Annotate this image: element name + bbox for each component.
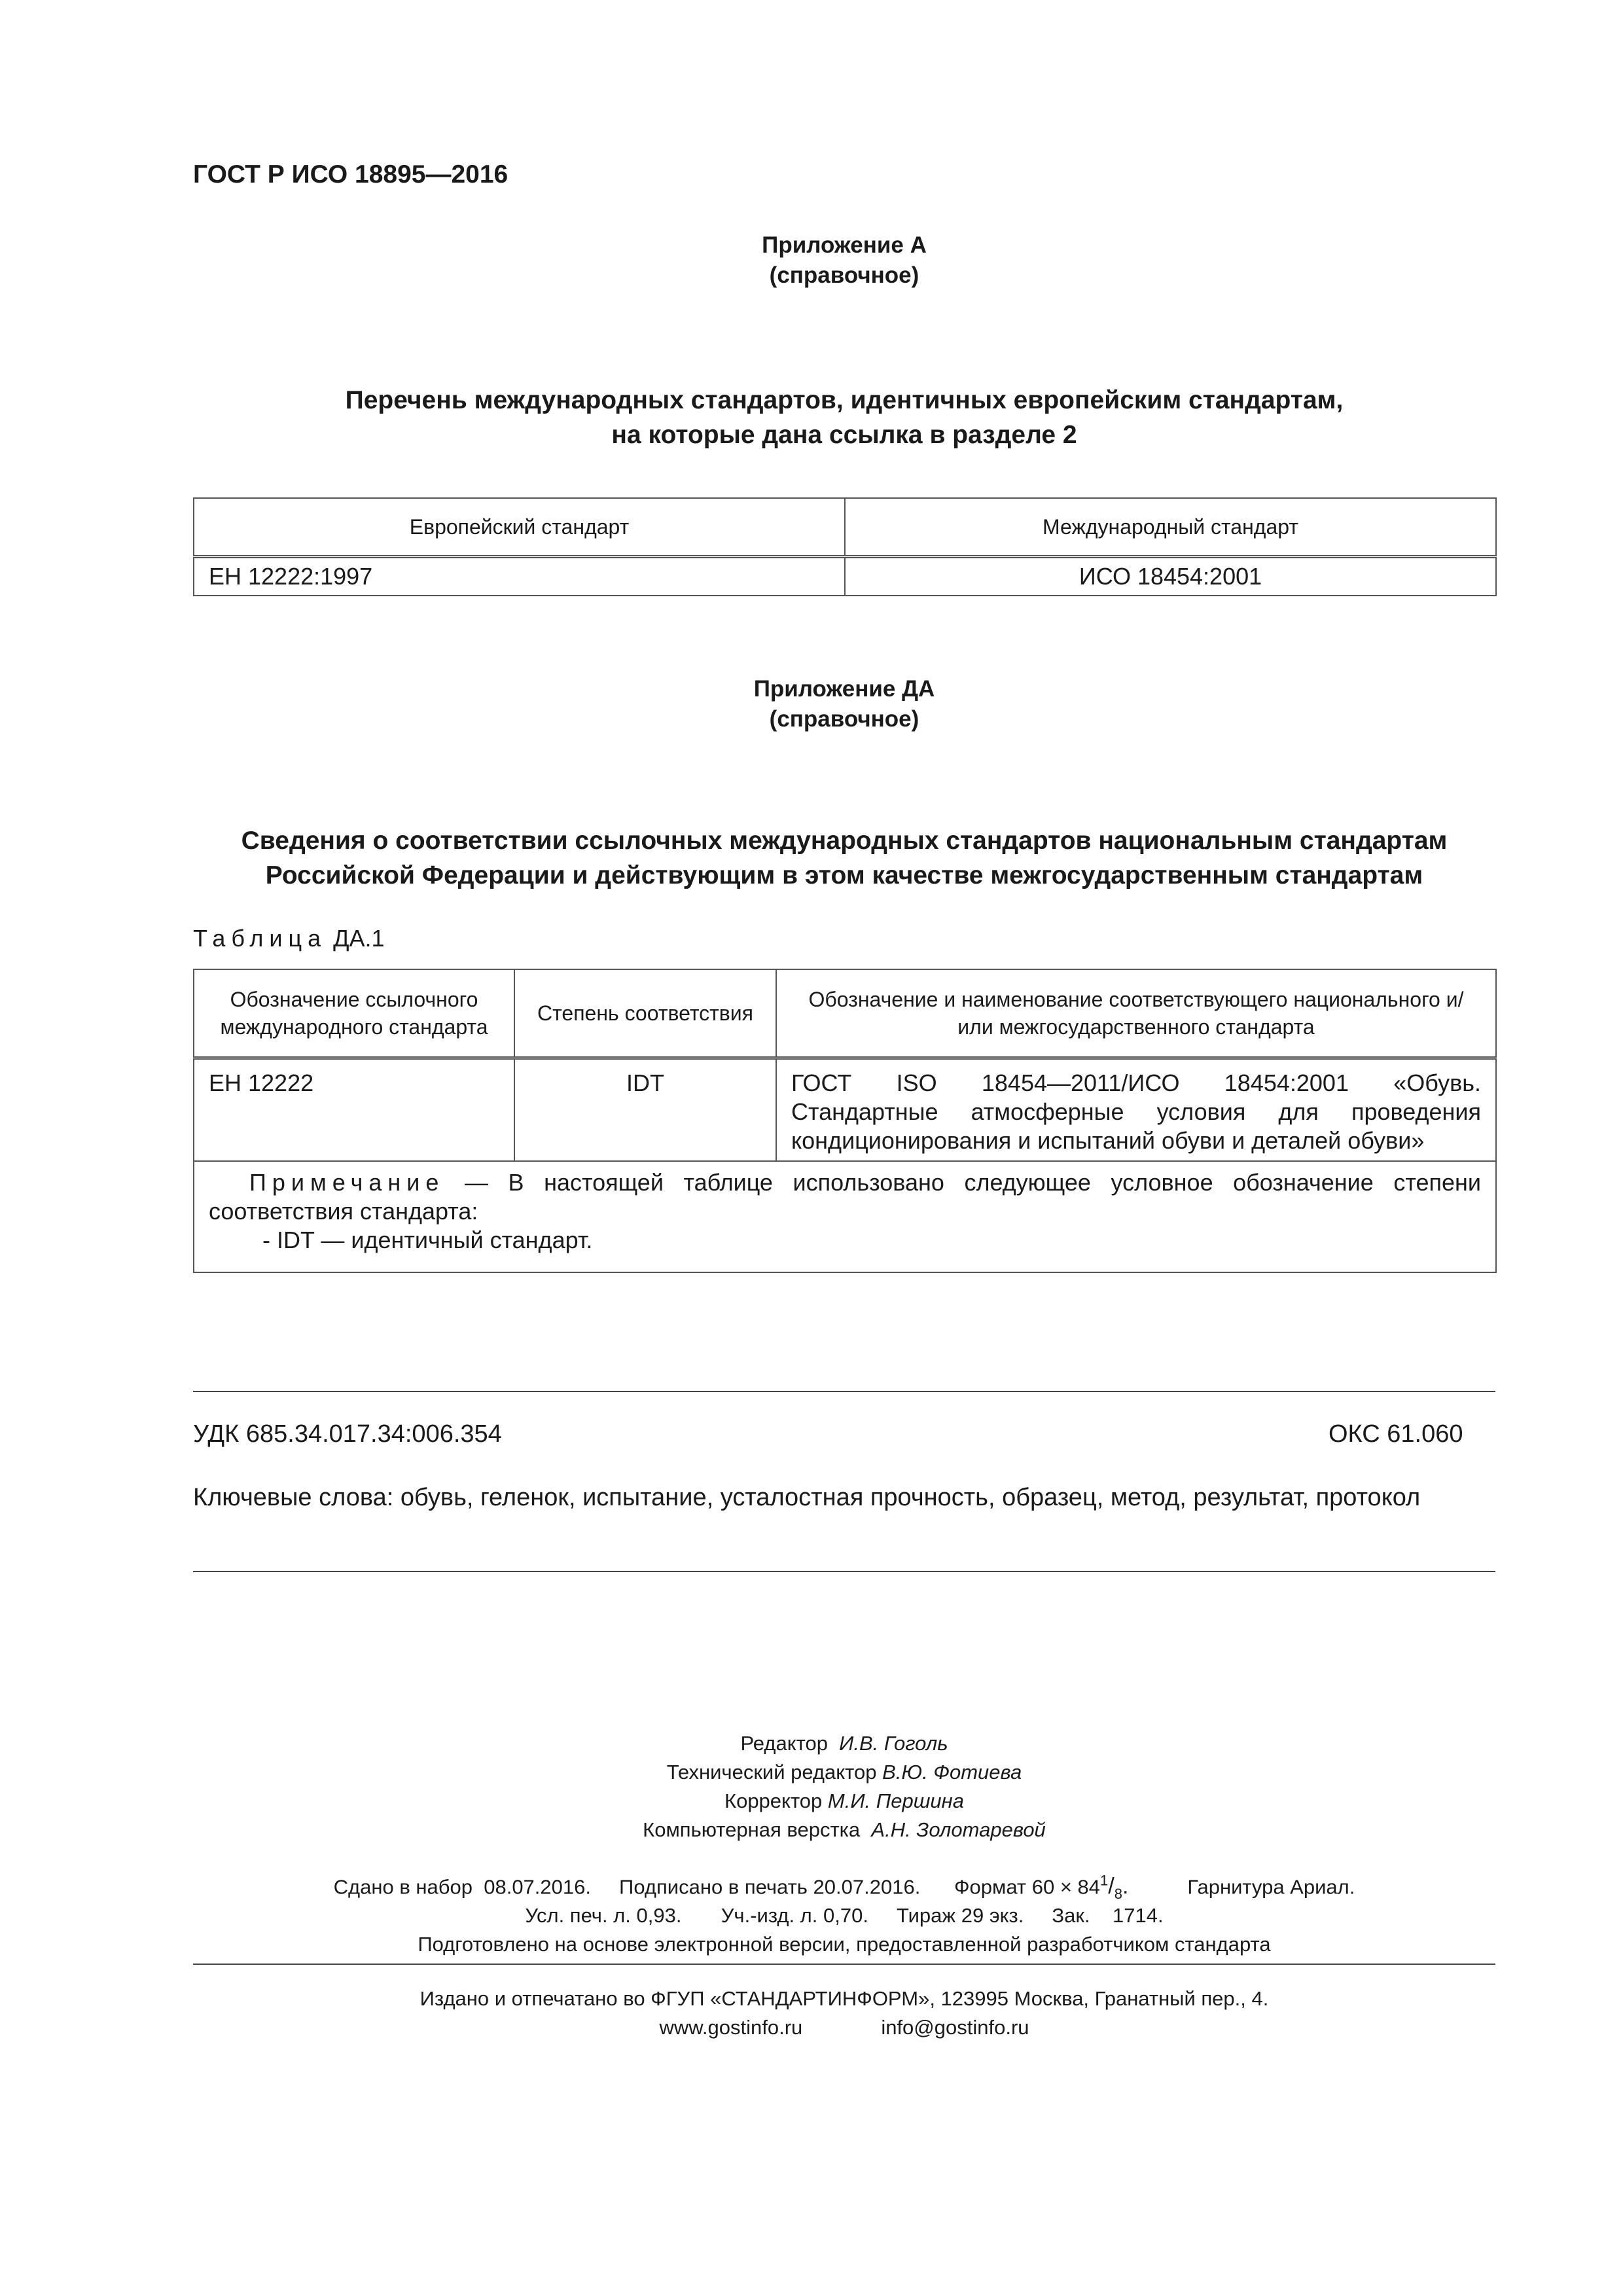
divider (193, 1391, 1495, 1392)
annex-a-heading (193, 383, 1495, 452)
annex-a-table (193, 497, 1497, 596)
annex-a-heading-line1: Перечень международных стандартов, идентичных европейским стандартам, (345, 386, 1344, 414)
annex-da-heading (193, 823, 1495, 893)
column-header: Европейский стандарт (194, 498, 845, 557)
column-header: Обозначение ссылочного международного стандарта (194, 969, 514, 1058)
imprint-contacts (193, 2013, 1495, 2042)
imprint-line1: Сдано в набор 08.07.2016. Подписано в печать 20.07.2016. Формат $60 \times 84^1/_8$. Гарнитура Ариал. (333, 1873, 1355, 1903)
annex-da-heading-line2: Российской Федерации и действующим в этом качестве межгосударственным стандартам (265, 861, 1423, 889)
annex-da-title: Приложение ДА (753, 676, 935, 702)
imprint-line2: Усл. печ. л. 0,93. Уч.-изд. л. 0,70. Тираж 29 экз. Зак. 1714. (525, 1904, 1164, 1927)
table-cell: ЕН 12222 (194, 1058, 514, 1162)
annex-a-heading-line2: на которые дана ссылка в разделе 2 (611, 421, 1077, 449)
annex-da-kind: (справочное) (769, 706, 919, 732)
credit-layout: Компьютерная верстка А.Н. Золотаревой (643, 1818, 1046, 1841)
credit-corrector: Корректор М.И. Першина (724, 1789, 964, 1812)
table-note (194, 1161, 1496, 1272)
credit-tech-editor: Технический редактор В.Ю. Фотиева (666, 1761, 1022, 1784)
note-item: - IDT — идентичный стандарт. (262, 1227, 593, 1253)
note-text: — В настоящей таблице использовано следующее условное обозначение степени соответствия стандарта: (209, 1169, 1481, 1225)
document-code: ГОСТ Р ИСО 18895—2016 (193, 160, 508, 188)
imprint-line4: Издано и отпечатано во ФГУП «СТАНДАРТИНФОРМ», 123995 Москва, Гранатный пер., 4. (419, 1987, 1269, 2010)
oks-code: ОКС 61.060 (1329, 1420, 1463, 1448)
annex-da-heading-line1: Сведения о соответствии ссылочных международных стандартов национальным стандартам (241, 827, 1448, 855)
note-label: Примечание (249, 1169, 445, 1196)
table-label-word: Таблица (193, 925, 327, 952)
table-row (194, 1058, 1496, 1162)
divider (193, 1571, 1495, 1572)
format-fraction: $^1/_8$. (1100, 1873, 1129, 1903)
table-header-row (194, 498, 1496, 557)
credit-editor: Редактор И.В. Гоголь (740, 1732, 948, 1755)
table-header-row (194, 969, 1496, 1058)
divider (193, 1964, 1495, 1965)
annex-a-title: Приложение А (762, 232, 927, 258)
credits-block (193, 1729, 1495, 1844)
annex-da-title-block (193, 674, 1495, 734)
table-cell: ИСО 18454:2001 (845, 557, 1496, 596)
imprint-line3: Подготовлено на основе электронной версии, предоставленной разработчиком стандарта (418, 1933, 1271, 1956)
note-paragraph (209, 1168, 1481, 1226)
udk-code: УДК 685.34.017.34:006.354 (193, 1420, 502, 1448)
table-label (193, 925, 385, 952)
table-cell: ГОСТ ISO 18454—2011/ИСО 18454:2001 «Обувь. Стандартные атмосферные условия для проведения кондиционирования и испытаний обуви и деталей обуви» (776, 1058, 1496, 1162)
table-cell: IDT (514, 1058, 776, 1162)
table-label-number: ДА.1 (327, 925, 385, 952)
website-link[interactable]: www.gostinfo.ru (659, 2016, 803, 2039)
email-link[interactable]: info@gostinfo.ru (881, 2016, 1029, 2039)
annex-da-table (193, 969, 1497, 1273)
column-header: Международный стандарт (845, 498, 1496, 557)
table-cell: ЕН 12222:1997 (194, 557, 845, 596)
table-row (194, 557, 1496, 596)
column-header: Обозначение и наименование соответствующего национального и/или межгосударственного стандарта (776, 969, 1496, 1058)
column-header: Степень соответствия (514, 969, 776, 1058)
table-note-row (194, 1161, 1496, 1272)
keywords: Ключевые слова: обувь, геленок, испытание, усталостная прочность, образец, метод, результат, протокол (193, 1484, 1421, 1511)
annex-a-title-block (193, 230, 1495, 291)
annex-a-kind: (справочное) (769, 262, 919, 288)
